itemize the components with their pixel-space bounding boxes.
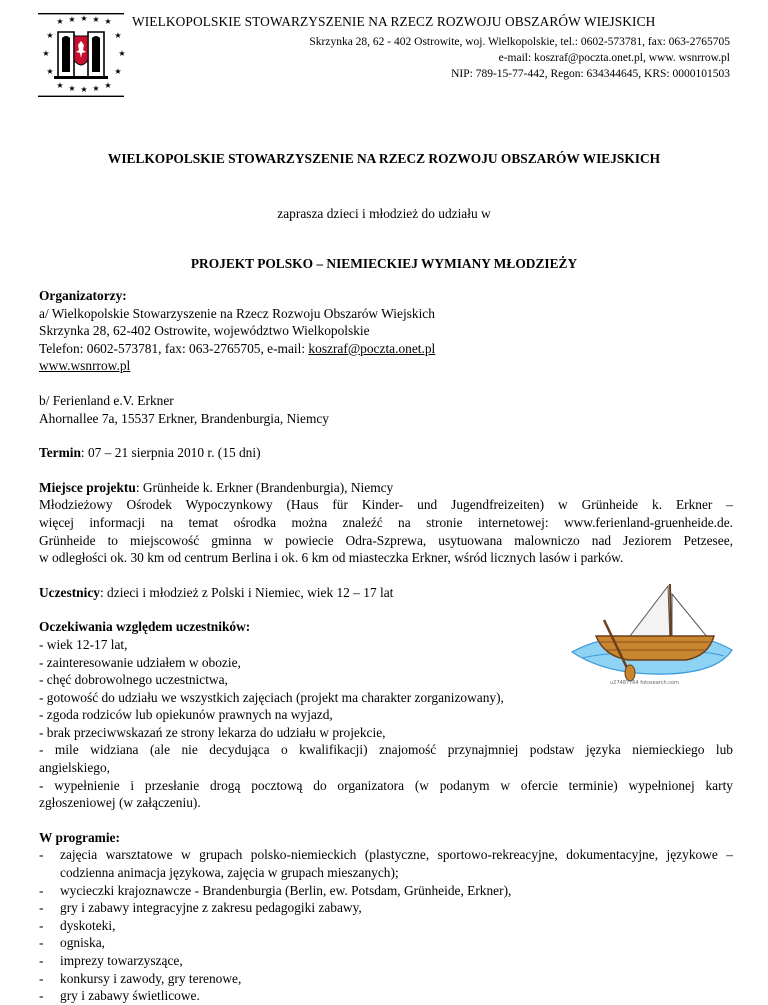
organizer-a-email-link[interactable]: koszraf@poczta.onet.pl <box>308 340 436 356</box>
program-item-text: gry i zabawy świetlicowe. <box>60 988 200 1004</box>
expectations-heading: Oczekiwania względem uczestników: <box>39 619 251 635</box>
program-item-text: gry i zabawy integracyjne z zakresu pedagogiki zabawy, <box>60 900 362 916</box>
place-description-1: Młodzieżowy Ośrodek Wypoczynkowy (Haus für Kinder- und Jugendfreizeiten) w Grünheide k. Erkner – <box>39 497 733 513</box>
place-description-2: więcej informacji na temat ośrodka można znaleźć na stronie internetowej: www.ferienland-gruenheide.de. <box>39 514 733 530</box>
organizer-a-www-link[interactable]: www.wsnrrow.pl <box>39 358 131 374</box>
organizer-b-address: Ahornallee 7a, 15537 Erkner, Brandenburgia, Niemcy <box>39 410 329 426</box>
program-item-text: imprezy towarzyszące, <box>60 953 183 968</box>
place-line <box>39 479 733 497</box>
program-heading: W programie: <box>39 829 120 845</box>
list-dash: - <box>39 900 44 916</box>
invitation-line: zaprasza dzieci i młodzież do udziału w <box>277 206 491 221</box>
organizer-a-contact <box>39 340 733 358</box>
letterhead-contact: e-mail: koszraf@poczta.onet.pl, www. wsnrrow.pl <box>498 52 730 64</box>
svg-text:★: ★ <box>80 14 88 23</box>
expectation-item-continued: zgłoszeniowej (w załączeniu). <box>39 795 201 811</box>
svg-text:★: ★ <box>104 17 112 26</box>
svg-text:★: ★ <box>92 84 100 93</box>
place-value: : Grünheide k. Erkner (Brandenburgia), Niemcy <box>135 479 394 495</box>
expectation-item: - wypełnienie i przesłanie drogą pocztową do organizatora (w podanym w ofercie terminie) wypełnionej karty <box>39 777 733 793</box>
svg-text:★: ★ <box>80 85 88 94</box>
list-dash: - <box>39 988 44 1004</box>
program-item <box>39 917 733 935</box>
organizer-a-phone: Telefon: 0602-573781, fax: 063-2765705, e-mail: <box>39 340 309 356</box>
svg-text:★: ★ <box>46 67 54 76</box>
place-label: Miejsce projektu <box>39 479 136 495</box>
letterhead-org-name: WIELKOPOLSKIE STOWARZYSZENIE NA RZECZ ROZWOJU OBSZARÓW WIEJSKICH <box>132 14 656 29</box>
organizer-b-name: b/ Ferienland e.V. Erkner <box>39 392 174 408</box>
svg-text:★: ★ <box>42 49 50 58</box>
list-dash: - <box>39 882 44 898</box>
document-title: WIELKOPOLSKIE STOWARZYSZENIE NA RZECZ ROZWOJU OBSZARÓW WIEJSKICH <box>107 151 661 166</box>
organizer-a-name: a/ Wielkopolskie Stowarzyszenie na Rzecz Rozwoju Obszarów Wiejskich <box>39 305 435 321</box>
list-dash: - <box>39 847 44 863</box>
term-line <box>39 444 733 462</box>
project-title: PROJEKT POLSKO – NIEMIECKIEJ WYMIANY MŁODZIEŻY <box>190 256 578 271</box>
svg-text:★: ★ <box>104 81 112 90</box>
svg-text:★: ★ <box>114 31 122 40</box>
svg-text:★: ★ <box>46 31 54 40</box>
expectation-item: - chęć dobrowolnego uczestnictwa, <box>39 672 228 688</box>
program-item-text: dyskoteki, <box>60 917 116 933</box>
expectation-item-continued: angielskiego, <box>39 760 111 776</box>
program-item-text: konkursy i zawody, gry terenowe, <box>60 970 242 986</box>
svg-text:★: ★ <box>114 67 122 76</box>
program-item <box>39 846 733 881</box>
image-watermark: u27487764 fotosearch.com <box>610 680 679 686</box>
program-item-text: zajęcia warsztatowe w grupach polsko-niemieckich (plastyczne, sportowo-rekreacyjne, dokumentacyjne, językowe – codzienna animacja językowa, zajęcia w grupach mieszanych); <box>60 847 733 881</box>
program-item <box>39 882 733 900</box>
sailboat-illustration <box>568 580 736 690</box>
program-item-text: ogniska, <box>60 935 106 951</box>
participants-label: Uczestnicy <box>39 584 100 600</box>
svg-text:★: ★ <box>118 49 126 58</box>
organizer-a-address: Skrzynka 28, 62-402 Ostrowite, województwo Wielkopolskie <box>39 323 370 339</box>
list-dash: - <box>39 935 44 951</box>
program-item <box>39 952 733 970</box>
term-label: Termin <box>39 445 81 461</box>
letterhead-registration: NIP: 789-15-77-442, Regon: 634344645, KRS: 0000101503 <box>451 68 730 80</box>
expectation-item: - wiek 12-17 lat, <box>39 636 128 652</box>
expectation-item: - zgoda rodziców lub opiekunów prawnych na wyjazd, <box>39 707 333 723</box>
svg-text:★: ★ <box>68 15 76 24</box>
term-value: : 07 – 21 sierpnia 2010 r. (15 dni) <box>80 445 261 461</box>
place-description-4: w odległości ok. 30 km od centrum Berlina i ok. 6 km od miasteczka Erkner, wśród licznych lasów i parków. <box>39 550 624 566</box>
program-item-text: wycieczki krajoznawcze - Brandenburgia (Berlin, ew. Potsdam, Grünheide, Erkner), <box>60 882 512 898</box>
program-item <box>39 934 733 952</box>
program-item <box>39 987 733 1005</box>
program-item <box>39 970 733 988</box>
letterhead-address: Skrzynka 28, 62 - 402 Ostrowite, woj. Wielkopolskie, tel.: 0602-573781, fax: 063-2765705 <box>309 36 730 48</box>
list-dash: - <box>39 953 44 968</box>
svg-text:★: ★ <box>56 81 64 90</box>
program-item <box>39 899 733 917</box>
svg-text:★: ★ <box>68 84 76 93</box>
participants-value: : dzieci i młodzież z Polski i Niemiec, wiek 12 – 17 lat <box>99 584 394 600</box>
place-description-3: Grünheide to miejscowość gminna w powiecie Odra-Szprewa, usytuowana malowniczo nad Jeziorem Petzesee, <box>39 532 733 548</box>
organizers-heading: Organizatorzy: <box>39 288 127 303</box>
svg-text:★: ★ <box>56 17 64 26</box>
list-dash: - <box>39 917 44 933</box>
expectation-item: - brak przeciwwskazań ze strony lekarza do udziału w projekcie, <box>39 724 386 740</box>
expectation-item: - mile widziana (ale nie decydująca o kwalifikacji) znajomość przynajmniej podstaw języka niemieckiego lub <box>39 742 733 758</box>
expectation-item: - gotowość do udziału we wszystkich zajęciach (projekt ma charakter zorganizowany), <box>39 689 504 705</box>
association-logo <box>38 12 124 98</box>
svg-text:★: ★ <box>92 15 100 24</box>
expectation-item: - zainteresowanie udziałem w obozie, <box>39 654 241 670</box>
list-dash: - <box>39 970 44 986</box>
